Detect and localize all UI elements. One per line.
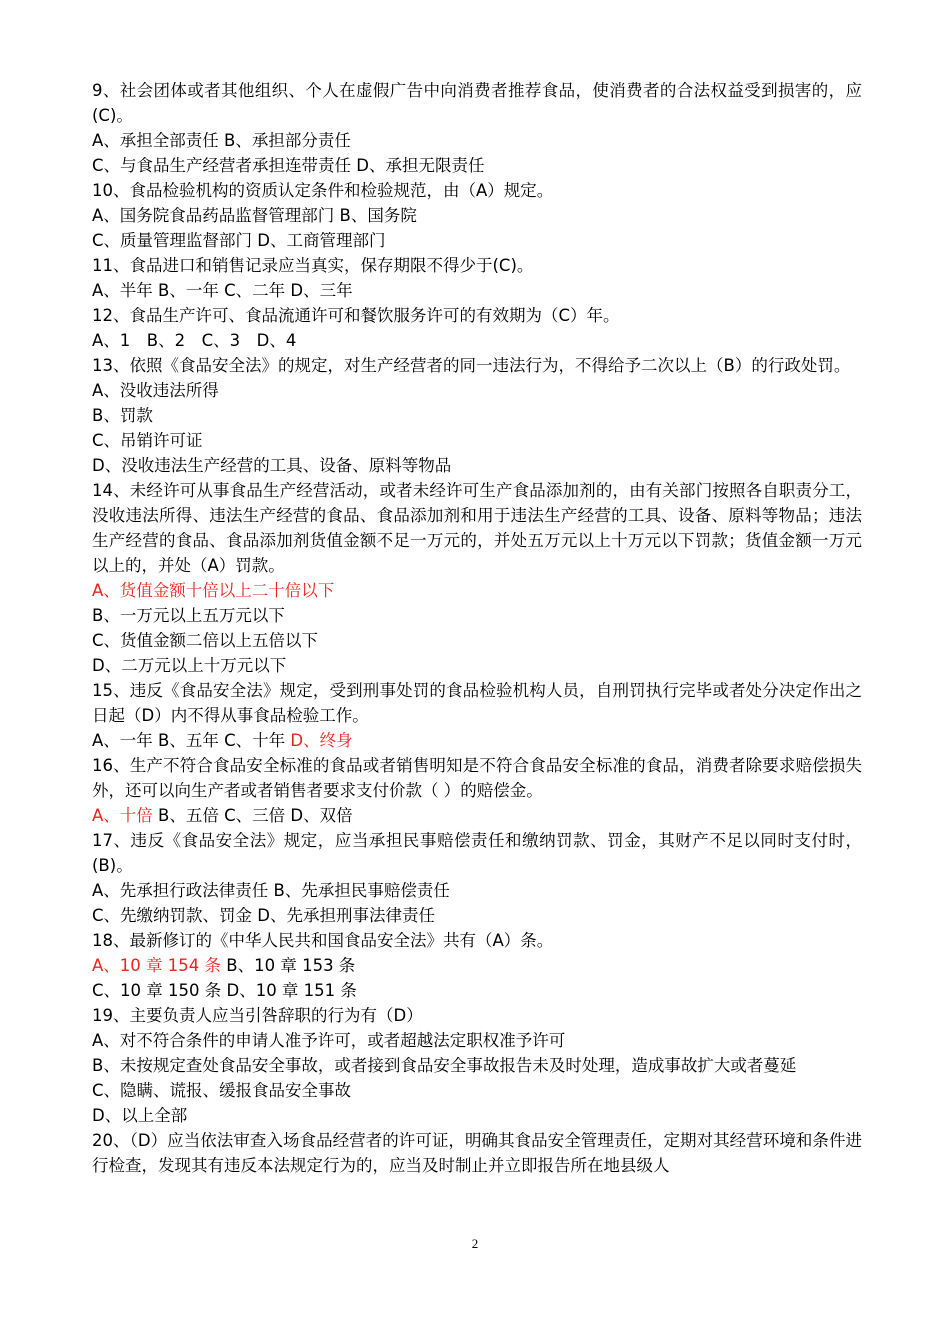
text-line bbox=[92, 328, 862, 353]
line-text: 12、食品生产许可、食品流通许可和餐饮服务许可的有效期为（C）年。 bbox=[92, 306, 620, 325]
text-line bbox=[92, 303, 862, 328]
text-line bbox=[92, 153, 862, 178]
line-text: B、未按规定查处食品安全事故，或者接到食品安全事故报告未及时处理，造成事故扩大或者蔓延 bbox=[92, 1056, 797, 1075]
text-line bbox=[92, 628, 862, 653]
line-text: C、吊销许可证 bbox=[92, 431, 203, 450]
line-text: A、货值金额十倍以上二十倍以下 bbox=[92, 581, 335, 600]
line-text: C、10 章 150 条 D、10 章 151 条 bbox=[92, 981, 357, 1000]
text-line bbox=[92, 353, 862, 378]
text-line bbox=[92, 203, 862, 228]
line-text: 18、最新修订的《中华人民共和国食品安全法》共有（A）条。 bbox=[92, 931, 554, 950]
text-line bbox=[92, 228, 862, 253]
text-line bbox=[92, 253, 862, 278]
text-line bbox=[92, 178, 862, 203]
line-text: D、以上全部 bbox=[92, 1106, 188, 1125]
line-text: 14、未经许可从事食品生产经营活动，或者未经许可生产食品添加剂的，由有关部门按照各自职责分工，没收违法所得、违法生产经营的食品、食品添加剂和用于违法生产经营的工具、设备、原料等物品；违法生产经营的食品、食品添加剂货值金额不足一万元的，并处五万元以上十万元以下罚款；货值金额一万元以上的，并处（A）罚款。 bbox=[92, 481, 862, 575]
text-line bbox=[92, 1028, 862, 1053]
line-text: A、国务院食品药品监督管理部门 B、国务院 bbox=[92, 206, 417, 225]
line-text: 19、主要负责人应当引咎辞职的行为有（D） bbox=[92, 1006, 423, 1025]
text-line bbox=[92, 128, 862, 153]
line-text: A、半年 B、一年 C、二年 D、三年 bbox=[92, 281, 353, 300]
highlighted-answer: D、终身 bbox=[290, 731, 353, 750]
line-text: C、质量管理监督部门 D、工商管理部门 bbox=[92, 231, 386, 250]
line-text: C、货值金额二倍以上五倍以下 bbox=[92, 631, 319, 650]
line-text: A、1 B、2 C、3 D、4 bbox=[92, 331, 297, 350]
text-line bbox=[92, 803, 862, 828]
text-line bbox=[92, 478, 862, 578]
text-line bbox=[92, 1103, 862, 1128]
text-line bbox=[92, 1003, 862, 1028]
text-line bbox=[92, 953, 862, 978]
text-line bbox=[92, 1078, 862, 1103]
text-line bbox=[92, 278, 862, 303]
page-number: 2 bbox=[471, 1236, 479, 1251]
highlighted-answer: A、10 章 154 条 bbox=[92, 956, 227, 975]
text-line bbox=[92, 878, 862, 903]
line-text: 17、违反《食品安全法》规定，应当承担民事赔偿责任和缴纳罚款、罚金，其财产不足以同时支付时，(B)。 bbox=[92, 831, 862, 875]
line-text: 9、社会团体或者其他组织、个人在虚假广告中向消费者推荐食品，使消费者的合法权益受到损害的，应(C)。 bbox=[92, 81, 862, 125]
text-line bbox=[92, 978, 862, 1003]
line-text: C、隐瞒、谎报、缓报食品安全事故 bbox=[92, 1081, 352, 1100]
line-text: 10、食品检验机构的资质认定条件和检验规范，由（A）规定。 bbox=[92, 181, 554, 200]
document-body bbox=[92, 78, 862, 1178]
line-text: C、先缴纳罚款、罚金 D、先承担刑事法律责任 bbox=[92, 906, 435, 925]
line-text: C、与食品生产经营者承担连带责任 D、承担无限责任 bbox=[92, 156, 485, 175]
line-text: 11、食品进口和销售记录应当真实，保存期限不得少于(C)。 bbox=[92, 256, 534, 275]
text-line bbox=[92, 403, 862, 428]
text-line bbox=[92, 653, 862, 678]
text-line bbox=[92, 1128, 862, 1178]
text-line bbox=[92, 428, 862, 453]
line-text: B、罚款 bbox=[92, 406, 153, 425]
text-line bbox=[92, 753, 862, 803]
line-text: A、一年 B、五年 C、十年 bbox=[92, 731, 291, 750]
line-text: A、没收违法所得 bbox=[92, 381, 219, 400]
line-text: D、没收违法生产经营的工具、设备、原料等物品 bbox=[92, 456, 452, 475]
line-text: B、一万元以上五万元以下 bbox=[92, 606, 285, 625]
text-line bbox=[92, 928, 862, 953]
line-text: B、五倍 C、三倍 D、双倍 bbox=[158, 806, 353, 825]
text-line bbox=[92, 578, 862, 603]
highlighted-answer: A、十倍 bbox=[92, 806, 159, 825]
line-text: A、对不符合条件的申请人准予许可，或者超越法定职权准予许可 bbox=[92, 1031, 566, 1050]
text-line bbox=[92, 378, 862, 403]
line-text: 15、违反《食品安全法》规定，受到刑事处罚的食品检验机构人员，自刑罚执行完毕或者处分决定作出之日起（D）内不得从事食品检验工作。 bbox=[92, 681, 862, 725]
text-line bbox=[92, 678, 862, 728]
text-line bbox=[92, 1053, 862, 1078]
text-line bbox=[92, 728, 862, 753]
text-line bbox=[92, 828, 862, 878]
line-text: D、二万元以上十万元以下 bbox=[92, 656, 287, 675]
line-text: B、10 章 153 条 bbox=[226, 956, 356, 975]
line-text: A、先承担行政法律责任 B、先承担民事赔偿责任 bbox=[92, 881, 450, 900]
text-line bbox=[92, 78, 862, 128]
line-text: A、承担全部责任 B、承担部分责任 bbox=[92, 131, 351, 150]
line-text: 16、生产不符合食品安全标准的食品或者销售明知是不符合食品安全标准的食品，消费者除要求赔偿损失外，还可以向生产者或者销售者要求支付价款（ ）的赔偿金。 bbox=[92, 756, 862, 800]
line-text: 20、（D）应当依法审查入场食品经营者的许可证，明确其食品安全管理责任，定期对其经营环境和条件进行检查，发现其有违反本法规定行为的，应当及时制止并立即报告所在地县级人 bbox=[92, 1131, 862, 1175]
text-line bbox=[92, 453, 862, 478]
text-line bbox=[92, 903, 862, 928]
line-text: 13、依照《食品安全法》的规定，对生产经营者的同一违法行为，不得给予二次以上（B）的行政处罚。 bbox=[92, 356, 851, 375]
text-line bbox=[92, 603, 862, 628]
